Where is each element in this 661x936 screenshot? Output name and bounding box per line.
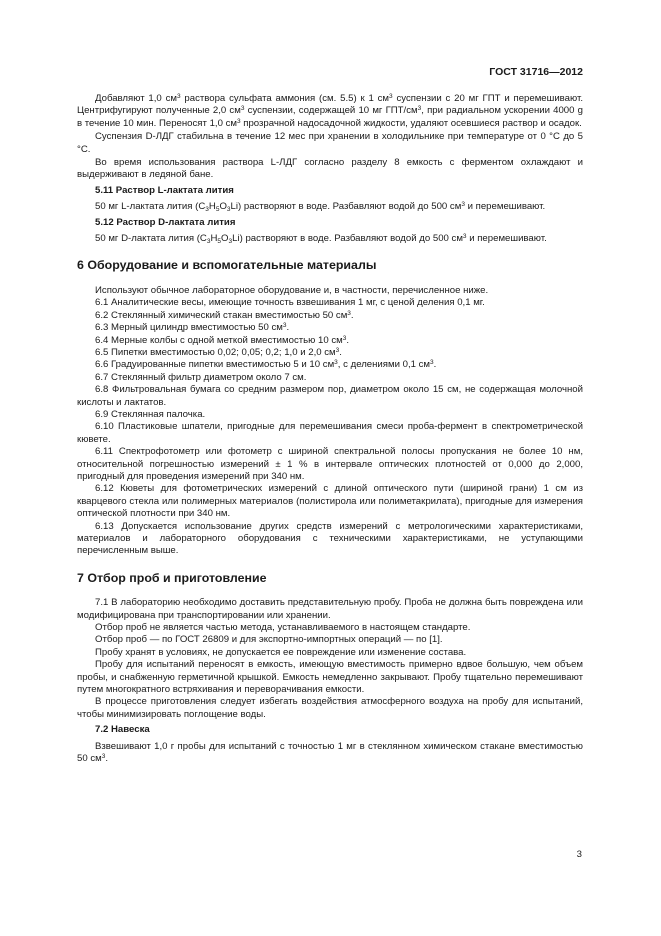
paragraph-centrifuge: Добавляют 1,0 $см^3$ раствора сульфата аммония (см. 5.5) к 1 $см^3$ суспензии с 20 мг ГПТ и перемешивают. Центрифугируют полученные 2,0 $см^3$ суспензии, содержащей 10 мг ГПТ/$см^3$, при радиальном ускорении 4000 g в течение 10 мин. Переносят 1,0 $см^3$ прозрачной надосадочной жидкости, удаляют осевшиеся раствор и осадок. xyxy=(77,93,584,129)
paragraph-7-2: Взвешивают 1,0 г пробы для испытаний с точностью 1 мг в стеклянном химическом стакане вместимостью 50 $см^3$. xyxy=(77,740,583,765)
paragraph-7-1-f: В процессе приготовления следует избегать воздействия атмосферного воздуха на пробу для испытаний, чтобы минимизировать поглощение воды. xyxy=(77,696,583,720)
list-item-6-11: 6.11 Спектрофотометр или фотометр с шириной спектральной полосы пропускания не более 10 нм, относительной погрешностью измерений ± 1 % в интервале оптических плотностей от 0,000 до 2,000, пригодный для проведения измерений при 340 нм. xyxy=(77,446,583,482)
paragraph-5-11: 50 мг L-лактата лития $(C_3H_5O_3Li)$ растворяют в воде. Разбавляют водой до 500 $см^3$ и перемешивают. xyxy=(95,201,546,214)
page-number: 3 xyxy=(576,849,582,860)
list-item-6-2: 6.2 Стеклянный химический стакан вместимостью 50 $см^3$. xyxy=(95,309,354,321)
paragraph-7-1: 7.1 В лабораторию необходимо доставить представительную пробу. Проба не должна быть повреждена или модифицирована при транспортировании или хранении. xyxy=(77,597,583,621)
paragraph-stability: Суспензия D-ЛДГ стабильна в течение 12 мес при хранении в холодильнике при температуре от 0 °С до 5 °С. xyxy=(77,131,583,155)
paragraph-7-1-d: Пробу хранят в условиях, не допускается ее повреждение или изменение состава. xyxy=(95,646,467,658)
list-item-6-8: 6.8 Фильтровальная бумага со средним размером пор, диаметром около 15 см, не содержащая молочной кислоты и лактатов. xyxy=(77,384,583,408)
list-item-6-10: 6.10 Пластиковые шпатели, пригодные для перемешивания смеси проба-фермент в спектрометрической кювете. xyxy=(77,421,583,445)
subsection-heading-5-11: 5.11 Раствор L-лактата лития xyxy=(95,184,234,196)
list-item-6-3: 6.3 Мерный цилиндр вместимостью 50 $см^3$. xyxy=(95,322,290,334)
list-item-6-6: 6.6 Градуированные пипетки вместимостью 5 и 10 $см^3$, с делениями 0,1 $см^3$. xyxy=(95,359,437,371)
list-item-6-7: 6.7 Стеклянный фильтр диаметром около 7 см. xyxy=(95,371,307,383)
paragraph-5-12: 50 мг D-лактата лития $(C_3H_5O_3Li)$ растворяют в воде. Разбавляют водой до 500 $см^3$ и перемешивают. xyxy=(95,233,547,246)
subsection-heading-5-12: 5.12 Раствор D-лактата лития xyxy=(95,216,236,228)
section-heading-7: 7 Отбор проб и приготовление xyxy=(77,570,267,585)
list-item-6-12: 6.12 Кюветы для фотометрических измерений с длиной оптического пути (шириной грани) 1 см из кварцевого стекла или полимерных материалов (полистирола или полиметакрилата), пригодные для измерения оптической плотности при 340 нм. xyxy=(77,483,583,520)
section-heading-6: 6 Оборудование и вспомогательные материалы xyxy=(77,258,377,273)
standard-header: ГОСТ 31716—2012 xyxy=(489,66,583,78)
paragraph-7-1-c: Отбор проб — по ГОСТ 26809 и для экспортно-импортных операций — по [1]. xyxy=(95,634,443,646)
paragraph-6-intro: Используют обычное лабораторное оборудование и, в частности, перечисленное ниже. xyxy=(95,284,489,296)
list-item-6-13: 6.13 Допускается использование других средств измерений с метрологическими характеристиками, материалов и лабораторного оборудования с техническими характеристиками, не уступающими перечисленным выше. xyxy=(77,520,583,557)
list-item-6-5: 6.5 Пипетки вместимостью 0,02; 0,05; 0,2; 1,0 и 2,0 $см^3$. xyxy=(95,346,342,358)
page-content xyxy=(77,93,583,766)
list-item-6-4: 6.4 Мерные колбы с одной меткой вместимостью 10 $см^3$. xyxy=(95,334,350,346)
list-item-6-9: 6.9 Стеклянная палочка. xyxy=(95,408,206,420)
subsection-heading-7-2: 7.2 Навеска xyxy=(95,724,150,736)
paragraph-7-1-b: Отбор проб не является частью метода, устанавливаемого в настоящем стандарте. xyxy=(95,622,471,634)
paragraph-7-1-e: Пробу для испытаний переносят в емкость, имеющую вместимость примерно вдвое большую, чем объем пробы, и снабженную герметичной крышкой. Емкость немедленно закрывают. Пробу тщательно перемешивают путем многократного встряхивания и переворачивания емкости. xyxy=(77,659,583,696)
list-item-6-1: 6.1 Аналитические весы, имеющие точность взвешивания 1 мг, с ценой деления 0,1 мг. xyxy=(95,297,485,309)
paragraph-cooling: Во время использования раствора L-ЛДГ согласно разделу 8 емкость с ферментом охлаждают и выдерживают в ледяной бане. xyxy=(77,157,583,181)
